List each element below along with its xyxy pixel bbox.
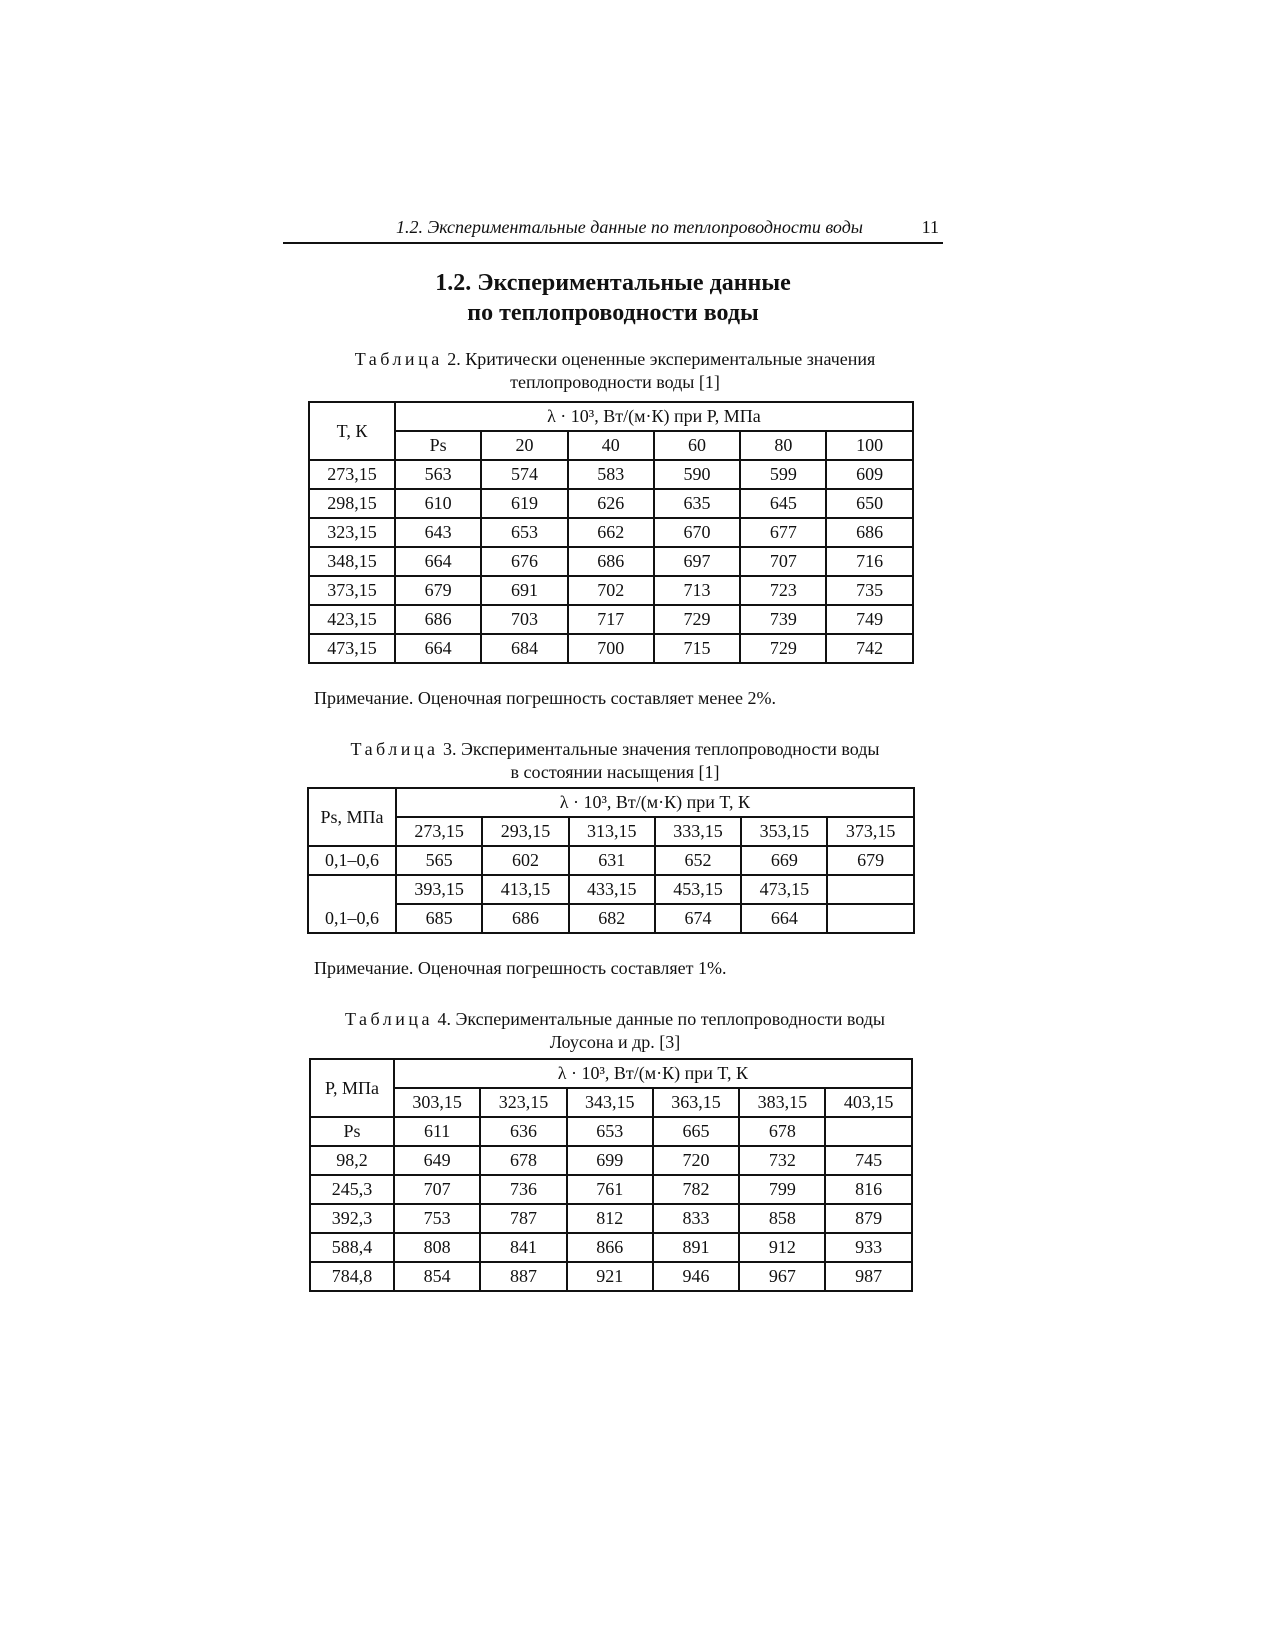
table2-value: 679 [395,576,481,605]
table4-column-row [310,1088,912,1117]
table2-group-header: λ · 10³, Вт/(м·К) при P, МПа [395,402,913,431]
table2-caption-line2: теплопроводности воды [1] [510,372,720,392]
table3-temperature-header: 353,15 [741,817,827,846]
table4-value: 812 [567,1204,653,1233]
table2-value: 610 [395,489,481,518]
table2-column-header: 80 [740,431,826,460]
table4-value: 761 [567,1175,653,1204]
table4-temperature-header: 303,15 [394,1088,480,1117]
table3-values-row-2 [308,904,914,933]
table2-column-row [309,431,913,460]
table2-value: 619 [481,489,567,518]
table3-temperature-header: 413,15 [482,875,568,904]
table2-header-row [309,402,913,431]
table3-temperature-header: 473,15 [741,875,827,904]
table-row [309,489,913,518]
running-title: 1.2. Экспериментальные данные по теплопроводности воды [396,217,863,237]
table2-value: 715 [654,634,740,663]
table2-value: 707 [740,547,826,576]
table2-temperature: 473,15 [309,634,395,663]
table2-row-header: T, К [309,402,395,460]
table3-pressure-range: 0,1–0,6 [308,875,396,933]
table3-value: 652 [655,846,741,875]
table4-value: 887 [480,1262,566,1291]
table3-temperature-header: 293,15 [482,817,568,846]
table2-temperature: 423,15 [309,605,395,634]
table3-values-row-1 [308,846,914,875]
table4-value: 665 [653,1117,739,1146]
table4-value: 833 [653,1204,739,1233]
table3-value: 565 [396,846,482,875]
table2-value: 676 [481,547,567,576]
table4-caption [300,1008,930,1054]
table2-value: 609 [826,460,912,489]
table2-temperature: 298,15 [309,489,395,518]
table2-value: 677 [740,518,826,547]
table-row [309,634,913,663]
table2-value: 635 [654,489,740,518]
table4-pressure: 98,2 [310,1146,394,1175]
table4-row-header: P, МПа [310,1059,394,1117]
table4-pressure: 588,4 [310,1233,394,1262]
table2-temperature: 348,15 [309,547,395,576]
table4-value: 866 [567,1233,653,1262]
table4-value: 736 [480,1175,566,1204]
table4-caption-line2: Лоусона и др. [3] [549,1032,681,1052]
table4-pressure: 245,3 [310,1175,394,1204]
page-number: 11 [921,217,939,237]
table3-label: Таблица [350,739,439,759]
table2-value: 664 [395,634,481,663]
table4-label: Таблица [345,1009,433,1029]
table4-value: 933 [825,1233,911,1262]
table2-value: 664 [395,547,481,576]
table2-value: 735 [826,576,912,605]
table3-caption-line1: 3. Экспериментальные значения теплопроводности воды [443,739,880,759]
running-header [283,214,943,244]
table3-header-row [308,788,914,817]
table2-value: 702 [568,576,654,605]
table4-value: 946 [653,1262,739,1291]
table2-value: 662 [568,518,654,547]
table3-value: 686 [482,904,568,933]
table4-value: 720 [653,1146,739,1175]
table4 [309,1058,913,1292]
table4-caption-line1: 4. Экспериментальные данные по теплопроводности воды [437,1009,885,1029]
table2-value: 684 [481,634,567,663]
table2-value: 583 [568,460,654,489]
table3-temperature-header: 393,15 [396,875,482,904]
table4-value: 649 [394,1146,480,1175]
table2-value: 590 [654,460,740,489]
table-row [309,518,913,547]
table4-value: 891 [653,1233,739,1262]
table3-temps-row-1 [308,817,914,846]
table4-value [825,1117,911,1146]
table4-temperature-header: 323,15 [480,1088,566,1117]
table4-value: 987 [825,1262,911,1291]
table2-value: 650 [826,489,912,518]
table2-value: 626 [568,489,654,518]
table3-temperature-header: 333,15 [655,817,741,846]
table4-value: 967 [739,1262,825,1291]
table-row [309,460,913,489]
table2-column-header: 100 [826,431,912,460]
table4-pressure: 784,8 [310,1262,394,1291]
table2-value: 723 [740,576,826,605]
table4-temperature-header: 403,15 [825,1088,911,1117]
table4-value: 636 [480,1117,566,1146]
table2-value: 749 [826,605,912,634]
table4-value: 787 [480,1204,566,1233]
table3-temperature-header: 433,15 [569,875,655,904]
table4-temperature-header: 383,15 [739,1088,825,1117]
table2-value: 703 [481,605,567,634]
section-title-line1: 1.2. Экспериментальные данные [435,270,791,296]
table2-value: 599 [740,460,826,489]
table3-caption-line2: в состоянии насыщения [1] [510,762,720,782]
table3-value: 664 [741,904,827,933]
table4-value: 879 [825,1204,911,1233]
table4-value: 678 [480,1146,566,1175]
table3-temperature-header: 373,15 [827,817,913,846]
table2-value: 670 [654,518,740,547]
table2-caption-line1: 2. Критически оцененные экспериментальные значения [447,349,876,369]
table2-value: 645 [740,489,826,518]
table2-value: 729 [740,634,826,663]
table4-value: 745 [825,1146,911,1175]
table3-value: 679 [827,846,913,875]
table2-value: 686 [568,547,654,576]
table3-value: 669 [741,846,827,875]
table-row [310,1204,912,1233]
table2-caption [300,348,930,394]
table2-column-header: Ps [395,431,481,460]
table2-value: 574 [481,460,567,489]
table2-temperature: 323,15 [309,518,395,547]
table2 [308,401,914,664]
table2-label: Таблица [354,349,443,369]
table2-value: 563 [395,460,481,489]
table4-temperature-header: 343,15 [567,1088,653,1117]
table3-note: Примечание. Оценочная погрешность составляет 1%. [314,958,727,978]
table2-value: 653 [481,518,567,547]
table4-value: 753 [394,1204,480,1233]
table2-value: 716 [826,547,912,576]
table2-column-header: 20 [481,431,567,460]
table4-value: 707 [394,1175,480,1204]
table2-column-header: 40 [568,431,654,460]
table2-value: 643 [395,518,481,547]
table3-temperature-header [827,875,913,904]
table2-value: 691 [481,576,567,605]
table4-value: 841 [480,1233,566,1262]
section-title [283,268,943,328]
table4-value: 732 [739,1146,825,1175]
table-row [310,1117,912,1146]
table2-value: 729 [654,605,740,634]
table4-value: 921 [567,1262,653,1291]
table2-value: 697 [654,547,740,576]
table3-value: 674 [655,904,741,933]
table2-temperature: 373,15 [309,576,395,605]
table-row [309,547,913,576]
table3 [307,787,915,934]
table4-group-header: λ · 10³, Вт/(м·К) при T, К [394,1059,912,1088]
table-row [310,1175,912,1204]
table3-value: 685 [396,904,482,933]
section-title-line2: по теплопроводности воды [467,300,759,326]
table4-value: 808 [394,1233,480,1262]
table-row [310,1146,912,1175]
table4-value: 799 [739,1175,825,1204]
table2-value: 686 [826,518,912,547]
table2-value: 700 [568,634,654,663]
table4-value: 816 [825,1175,911,1204]
table3-row-header: Ps, МПа [308,788,396,846]
table3-value: 682 [569,904,655,933]
table4-value: 699 [567,1146,653,1175]
table3-caption [300,738,930,784]
table-row [310,1262,912,1291]
table4-temperature-header: 363,15 [653,1088,739,1117]
table-row [310,1233,912,1262]
table2-value: 739 [740,605,826,634]
table3-pressure-range: 0,1–0,6 [308,846,396,875]
table2-value: 713 [654,576,740,605]
table3-temperature-header: 273,15 [396,817,482,846]
table4-value: 912 [739,1233,825,1262]
table4-value: 611 [394,1117,480,1146]
table-row [309,605,913,634]
table2-temperature: 273,15 [309,460,395,489]
table3-temperature-header: 453,15 [655,875,741,904]
table4-value: 854 [394,1262,480,1291]
table-row [309,576,913,605]
table2-note: Примечание. Оценочная погрешность составляет менее 2%. [314,688,776,708]
table3-value [827,904,913,933]
table4-header-row [310,1059,912,1088]
table2-column-header: 60 [654,431,740,460]
table4-pressure: 392,3 [310,1204,394,1233]
table4-pressure: Ps [310,1117,394,1146]
table4-value: 858 [739,1204,825,1233]
table3-temperature-header: 313,15 [569,817,655,846]
table4-value: 653 [567,1117,653,1146]
table4-value: 782 [653,1175,739,1204]
table2-value: 717 [568,605,654,634]
table3-value: 631 [569,846,655,875]
table2-value: 686 [395,605,481,634]
table2-value: 742 [826,634,912,663]
table4-value: 678 [739,1117,825,1146]
table3-temps-row-2 [308,875,914,904]
table3-group-header: λ · 10³, Вт/(м·К) при T, К [396,788,914,817]
table3-value: 602 [482,846,568,875]
